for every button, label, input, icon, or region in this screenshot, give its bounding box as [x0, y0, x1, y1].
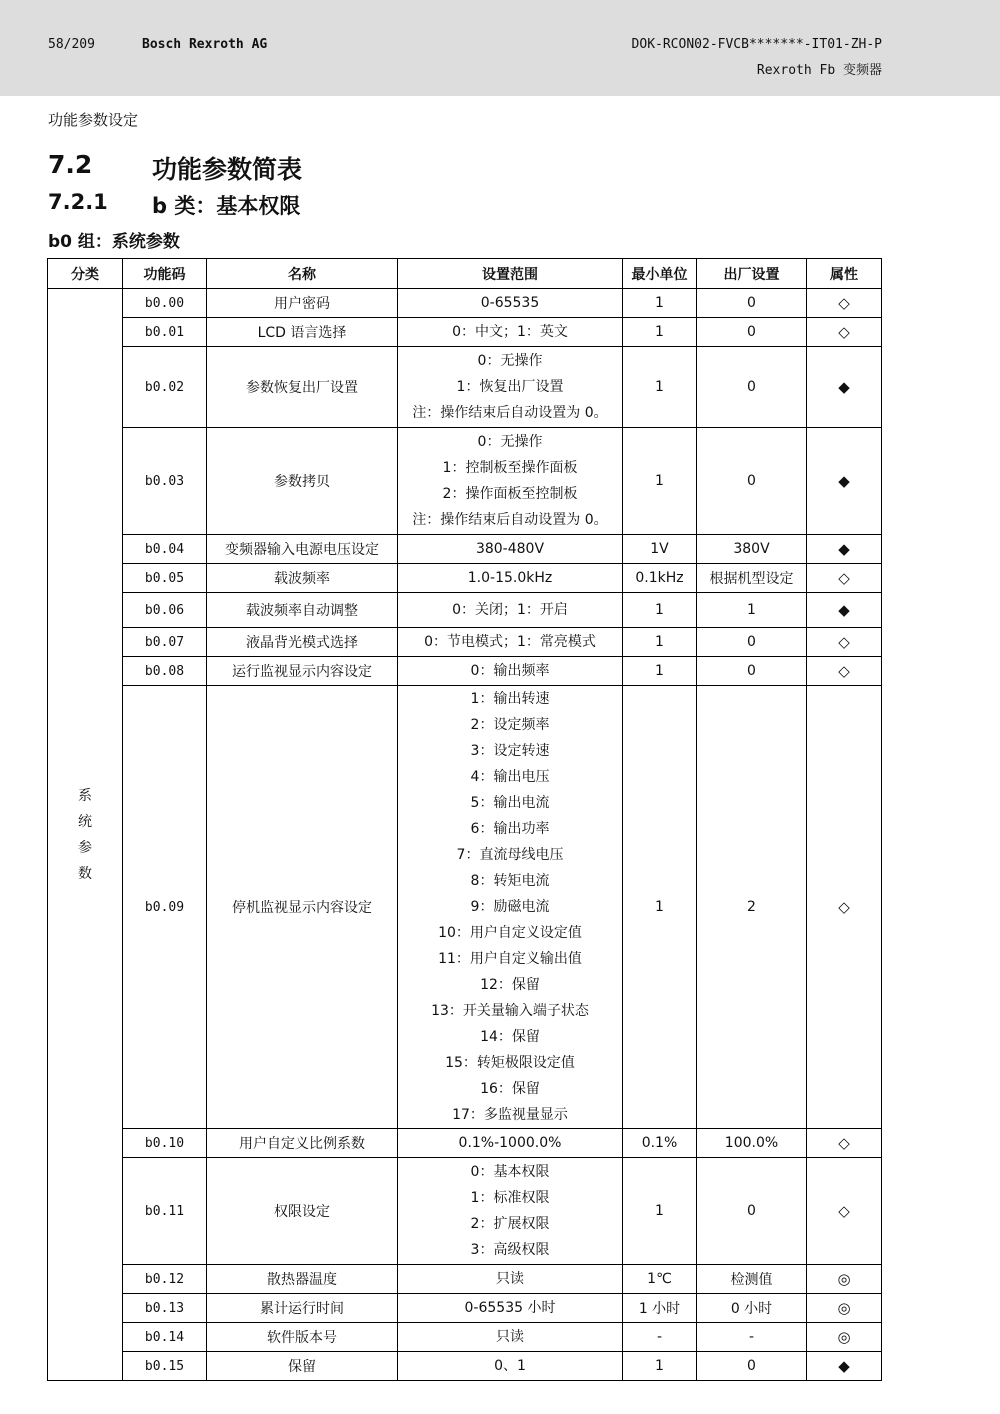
range-line: 13：开关量输入端子状态 [431, 1003, 589, 1019]
min-unit-cell: 1 [623, 428, 697, 535]
setting-range-cell [398, 289, 623, 318]
min-unit-cell: 1 [623, 318, 697, 347]
factory-default-cell: 0 [697, 428, 807, 535]
function-code-cell: b0.09 [123, 686, 207, 1129]
table-row [48, 593, 882, 628]
factory-default-cell: 1 [697, 593, 807, 628]
setting-range-cell [398, 1352, 623, 1381]
factory-default-cell: 0 [697, 1158, 807, 1265]
function-code-cell: b0.02 [123, 347, 207, 428]
table-row [48, 1323, 882, 1352]
attribute-cell: ◆ [807, 347, 882, 428]
range-line: 3：高级权限 [470, 1242, 550, 1258]
col-header-attribute: 属性 [807, 259, 882, 289]
range-line: 3：设定转速 [470, 743, 550, 759]
min-unit-cell: 1 小时 [623, 1294, 697, 1323]
heading-number: 7.2 [48, 150, 93, 179]
table-row [48, 564, 882, 593]
setting-range-cell [398, 347, 623, 428]
range-line: 0：无操作 [477, 353, 543, 369]
range-line: 17：多监视量显示 [452, 1107, 568, 1123]
factory-default-cell: 0 小时 [697, 1294, 807, 1323]
min-unit-cell: 1 [623, 1352, 697, 1381]
attribute-cell: ◇ [807, 564, 882, 593]
table-row [48, 428, 882, 535]
param-name-cell: 权限设定 [207, 1158, 398, 1265]
col-header-range: 设置范围 [398, 259, 623, 289]
setting-range-cell [398, 535, 623, 564]
min-unit-cell: 1 [623, 289, 697, 318]
setting-range-cell [398, 428, 623, 535]
param-name-cell: 载波频率 [207, 564, 398, 593]
range-line: 0、1 [494, 1358, 526, 1374]
attribute-cell: ◎ [807, 1294, 882, 1323]
range-line: 14：保留 [480, 1029, 540, 1045]
factory-default-cell: 0 [697, 318, 807, 347]
param-name-cell: 保留 [207, 1352, 398, 1381]
category-char: 系 [78, 787, 92, 804]
table-row [48, 347, 882, 428]
setting-range-cell [398, 318, 623, 347]
attribute-cell: ◆ [807, 593, 882, 628]
range-line: 2：操作面板至控制板 [442, 486, 578, 502]
table-row [48, 1352, 882, 1381]
factory-default-cell: 0 [697, 347, 807, 428]
param-name-cell: 用户自定义比例系数 [207, 1129, 398, 1158]
range-line: 10：用户自定义设定值 [438, 925, 582, 941]
attribute-cell: ◎ [807, 1323, 882, 1352]
range-line: 0：基本权限 [470, 1164, 550, 1180]
range-line: 0：中文；1：英文 [452, 324, 568, 340]
factory-default-cell: 0 [697, 289, 807, 318]
table-row [48, 1158, 882, 1265]
function-code-cell: b0.10 [123, 1129, 207, 1158]
range-line: 6：输出功率 [470, 821, 550, 837]
range-line: 注：操作结束后自动设置为 0。 [412, 512, 608, 528]
range-line: 只读 [496, 1271, 524, 1287]
table-row [48, 535, 882, 564]
range-line: 2：设定频率 [470, 717, 550, 733]
range-line: 0-65535 小时 [464, 1300, 556, 1316]
heading-title: 功能参数简表 [152, 155, 303, 184]
range-line: 1：输出转速 [470, 691, 550, 707]
factory-default-cell: 380V [697, 535, 807, 564]
function-code-cell: b0.12 [123, 1265, 207, 1294]
table-row [48, 1294, 882, 1323]
function-code-cell: b0.04 [123, 535, 207, 564]
function-code-cell: b0.03 [123, 428, 207, 535]
heading-number: 7.2.1 [48, 190, 108, 214]
attribute-cell: ◇ [807, 1129, 882, 1158]
param-name-cell: 变频器输入电源电压设定 [207, 535, 398, 564]
range-line: 4：输出电压 [470, 769, 550, 785]
factory-default-cell: 根据机型设定 [697, 564, 807, 593]
factory-default-cell: 0 [697, 657, 807, 686]
min-unit-cell: 1 [623, 593, 697, 628]
range-line: 380-480V [475, 541, 545, 557]
range-line: 0-65535 [480, 295, 540, 311]
function-code-cell: b0.06 [123, 593, 207, 628]
factory-default-cell: 0 [697, 1352, 807, 1381]
col-header-code: 功能码 [123, 259, 207, 289]
range-line: 0：输出频率 [470, 663, 550, 679]
range-line: 0：关闭；1：开启 [452, 602, 568, 618]
setting-range-cell [398, 1294, 623, 1323]
param-name-cell: LCD 语言选择 [207, 318, 398, 347]
setting-range-cell [398, 628, 623, 657]
col-header-category: 分类 [48, 259, 123, 289]
range-line: 11：用户自定义输出值 [438, 951, 582, 967]
factory-default-cell: 检测值 [697, 1265, 807, 1294]
group-heading: b0 组：系统参数 [48, 232, 180, 252]
heading-7-2-1 [48, 190, 301, 218]
min-unit-cell: 1℃ [623, 1265, 697, 1294]
attribute-cell: ◆ [807, 428, 882, 535]
range-line: 1：控制板至操作面板 [442, 460, 578, 476]
min-unit-cell: 1 [623, 347, 697, 428]
attribute-cell: ◆ [807, 1352, 882, 1381]
page-number: 58/209 [48, 37, 95, 52]
function-code-cell: b0.00 [123, 289, 207, 318]
function-code-cell: b0.01 [123, 318, 207, 347]
min-unit-cell: 0.1kHz [623, 564, 697, 593]
range-line: 15：转矩极限设定值 [445, 1055, 575, 1071]
category-char: 参 [78, 839, 92, 856]
document-id: DOK-RCON02-FVCB*******-IT01-ZH-P [631, 37, 882, 52]
param-name-cell: 液晶背光模式选择 [207, 628, 398, 657]
setting-range-cell [398, 1158, 623, 1265]
table-row [48, 318, 882, 347]
setting-range-cell [398, 1265, 623, 1294]
heading-title: b 类：基本权限 [152, 194, 301, 218]
setting-range-cell [398, 593, 623, 628]
function-code-cell: b0.07 [123, 628, 207, 657]
range-line: 8：转矩电流 [470, 873, 550, 889]
attribute-cell: ◆ [807, 535, 882, 564]
product-name: Rexroth Fb 变频器 [756, 63, 882, 78]
range-line: 1：恢复出厂设置 [456, 379, 564, 395]
range-line: 7：直流母线电压 [456, 847, 564, 863]
range-line: 0：节电模式；1：常亮模式 [424, 634, 596, 650]
min-unit-cell: 1V [623, 535, 697, 564]
min-unit-cell: 1 [623, 686, 697, 1129]
function-code-cell: b0.11 [123, 1158, 207, 1265]
param-name-cell: 运行监视显示内容设定 [207, 657, 398, 686]
section-label: 功能参数设定 [48, 111, 139, 129]
category-cell [48, 289, 123, 1381]
attribute-cell: ◇ [807, 657, 882, 686]
min-unit-cell: 0.1% [623, 1129, 697, 1158]
category-char: 数 [78, 865, 92, 882]
function-code-cell: b0.14 [123, 1323, 207, 1352]
factory-default-cell: - [697, 1323, 807, 1352]
range-line: 2：扩展权限 [470, 1216, 550, 1232]
min-unit-cell: 1 [623, 657, 697, 686]
range-line: 16：保留 [480, 1081, 540, 1097]
min-unit-cell: - [623, 1323, 697, 1352]
range-line: 只读 [496, 1329, 524, 1345]
range-line: 1.0-15.0kHz [467, 570, 553, 586]
heading-7-2 [48, 150, 303, 184]
category-char: 统 [78, 813, 92, 830]
table-row [48, 1129, 882, 1158]
attribute-cell: ◎ [807, 1265, 882, 1294]
range-line: 12：保留 [480, 977, 540, 993]
function-code-cell: b0.13 [123, 1294, 207, 1323]
param-name-cell: 停机监视显示内容设定 [207, 686, 398, 1129]
param-name-cell: 散热器温度 [207, 1265, 398, 1294]
setting-range-cell [398, 564, 623, 593]
range-line: 9：励磁电流 [470, 899, 550, 915]
range-line: 5：输出电流 [470, 795, 550, 811]
function-code-cell: b0.05 [123, 564, 207, 593]
min-unit-cell: 1 [623, 628, 697, 657]
setting-range-cell [398, 657, 623, 686]
setting-range-cell [398, 1129, 623, 1158]
factory-default-cell: 0 [697, 628, 807, 657]
param-name-cell: 用户密码 [207, 289, 398, 318]
factory-default-cell: 100.0% [697, 1129, 807, 1158]
attribute-cell: ◇ [807, 686, 882, 1129]
col-header-name: 名称 [207, 259, 398, 289]
parameter-table [47, 258, 882, 1381]
table-row [48, 657, 882, 686]
setting-range-cell [398, 1323, 623, 1352]
page-header [0, 0, 1000, 96]
param-name-cell: 累计运行时间 [207, 1294, 398, 1323]
min-unit-cell: 1 [623, 1158, 697, 1265]
param-name-cell: 参数拷贝 [207, 428, 398, 535]
company-name: Bosch Rexroth AG [142, 37, 268, 52]
table-row [48, 686, 882, 1129]
table-row [48, 289, 882, 318]
table-header-row [48, 259, 882, 289]
table-row [48, 628, 882, 657]
factory-default-cell: 2 [697, 686, 807, 1129]
col-header-default: 出厂设置 [697, 259, 807, 289]
range-line: 注：操作结束后自动设置为 0。 [412, 405, 608, 421]
function-code-cell: b0.08 [123, 657, 207, 686]
attribute-cell: ◇ [807, 318, 882, 347]
param-name-cell: 参数恢复出厂设置 [207, 347, 398, 428]
param-name-cell: 载波频率自动调整 [207, 593, 398, 628]
range-line: 0：无操作 [477, 434, 543, 450]
attribute-cell: ◇ [807, 628, 882, 657]
table-row [48, 1265, 882, 1294]
col-header-unit: 最小单位 [623, 259, 697, 289]
param-name-cell: 软件版本号 [207, 1323, 398, 1352]
function-code-cell: b0.15 [123, 1352, 207, 1381]
setting-range-cell [398, 686, 623, 1129]
range-line: 0.1%-1000.0% [458, 1135, 562, 1151]
range-line: 1：标准权限 [470, 1190, 550, 1206]
attribute-cell: ◇ [807, 289, 882, 318]
attribute-cell: ◇ [807, 1158, 882, 1265]
